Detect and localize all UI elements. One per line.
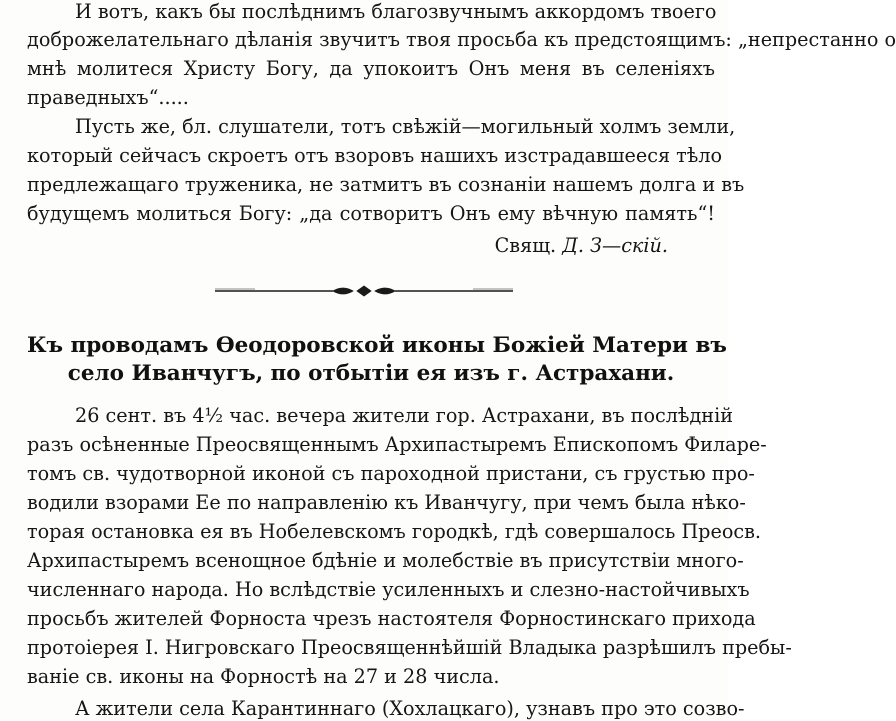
text-line: мнѣ молитеся Христу Богу, да упокоитъ Онъ меня въ селеніяхъ <box>27 57 715 80</box>
text-line: Пусть же, бл. слушатели, тотъ свѣжій—могильный холмъ земли, <box>75 115 736 138</box>
text-line: А жители села Карантиннаго (Хохлацкаго), узнавъ про это созво- <box>75 697 745 720</box>
signature-name: Д. З—скій. <box>562 234 668 257</box>
text-line: праведныхъ“..... <box>27 86 189 109</box>
text-line: будущемъ молиться Богу: „да сотворитъ Онъ ему вѣчную память“! <box>27 202 715 225</box>
text-line: Архипастыремъ всенощное бдѣніе и молебствіе въ присутствіи много- <box>27 549 744 572</box>
text-line: численнаго народа. Но вслѣдствіе усиленныхъ и слезно-настойчивыхъ <box>27 578 750 601</box>
text-line: разъ осѣненные Преосвященнымъ Архипастыремъ Епископомъ Филарe- <box>27 433 767 456</box>
text-line: томъ св. чудотворной иконой съ пароходной пристани, съ грустью про- <box>27 462 755 485</box>
text-line: водили взорами Ее по направленію къ Иванчугу, при чемъ была нѣко- <box>27 491 746 514</box>
text-line: доброжелательнаго дѣланія звучитъ твоя просьба къ предстоящимъ: „непрестанно о <box>27 28 896 51</box>
text-line: предлежащаго труженика, не затмитъ въ сознаніи нашемъ долга и въ <box>27 173 745 196</box>
signature-prefix: Свящ. <box>494 234 557 257</box>
text-line: просьбъ жителей Форноста чрезъ настоятеля Форностинскаго прихода <box>27 607 756 630</box>
text-line: торая остановка ея въ Нобелевскомъ городкѣ, гдѣ совершалось Преосв. <box>27 520 762 543</box>
article-title-line: село Иванчугъ, по отбытіи ея изъ г. Астрахани. <box>67 361 675 386</box>
text-line: И вотъ, какъ бы послѣднимъ благозвучнымъ аккордомъ твоего <box>75 0 717 23</box>
text-line: протоіерея І. Нигровскаго Преосвященнѣйшій Владыка разрѣшилъ пребы- <box>27 636 792 659</box>
text-line: который сейчасъ скроетъ отъ взоровъ нашихъ изстрадавшееся тѣло <box>27 144 723 167</box>
signature <box>495 234 668 257</box>
text-line: 26 сент. въ 4½ час. вечера жители гор. Астрахани, въ послѣдній <box>75 404 734 427</box>
ornamental-divider <box>215 284 513 298</box>
text-line: ваніе св. иконы на Форностѣ на 27 и 28 числа. <box>27 665 500 688</box>
article-title-line: Къ проводамъ Ѳеодоровской иконы Божіей Матери въ <box>27 333 727 358</box>
